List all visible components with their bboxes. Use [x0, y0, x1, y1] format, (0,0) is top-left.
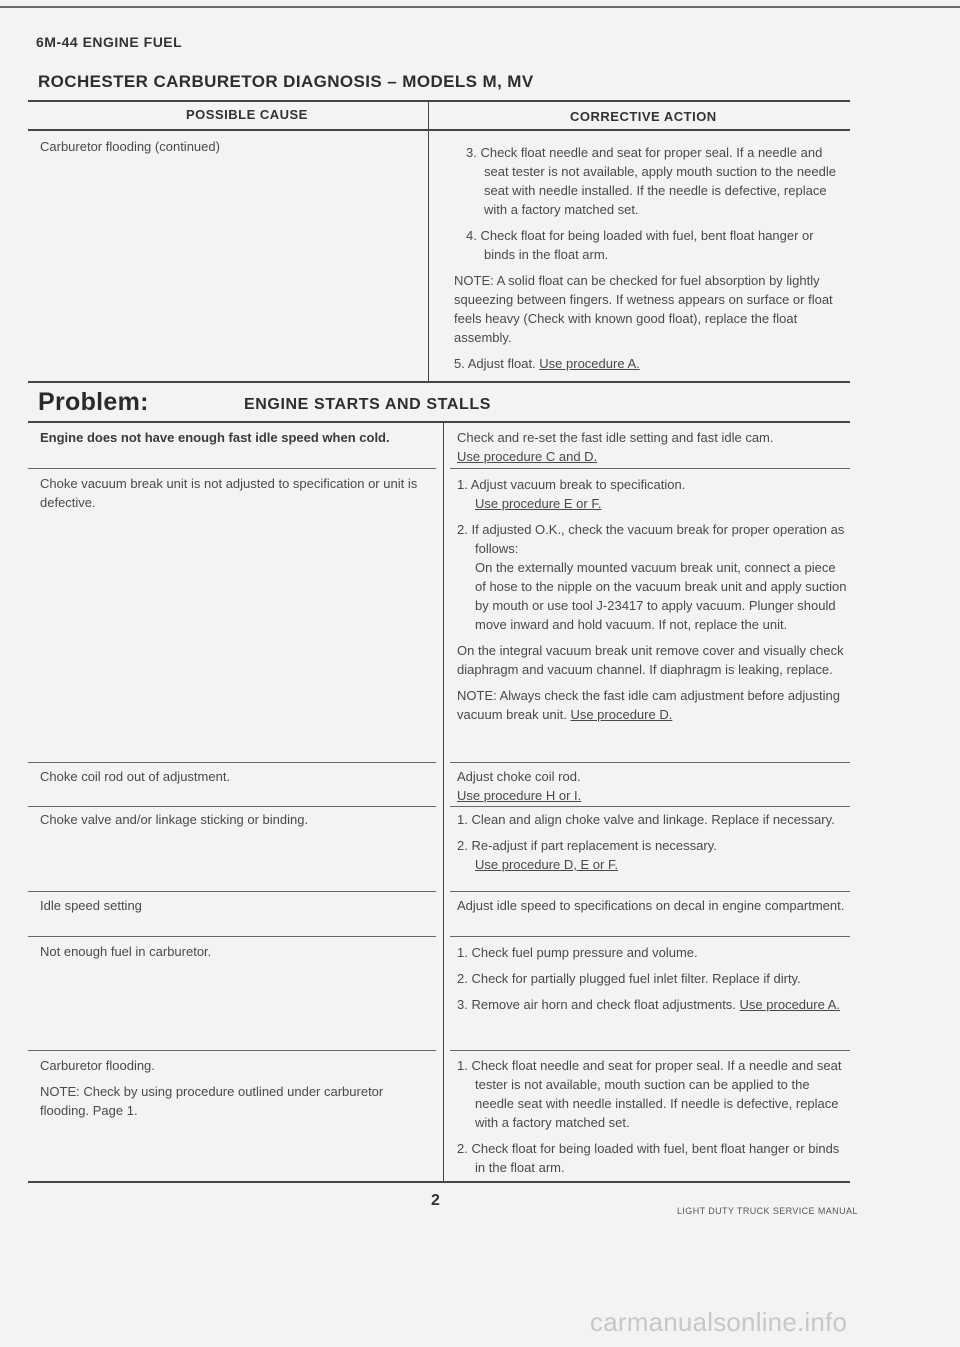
row-divider [450, 1050, 850, 1051]
action-note: NOTE: Always check the fast idle cam adjustment before adjusting vacuum break unit. Use procedure D. [457, 688, 840, 722]
cause-cell: Choke valve and/or linkage sticking or binding. [40, 812, 309, 827]
row-divider [28, 891, 436, 892]
problem-label: Problem: [38, 388, 149, 416]
action-step: 3. Remove air horn and check float adjustments. Use procedure A. [457, 997, 840, 1012]
procedure-link[interactable]: Use procedure H or I. [457, 788, 582, 803]
cause-cell: Not enough fuel in carburetor. [40, 944, 212, 959]
cause-cell: Idle speed setting [40, 898, 142, 913]
column-header-cause: POSSIBLE CAUSE [186, 107, 308, 122]
row-divider [450, 762, 850, 763]
action-note: NOTE: A solid float can be checked for fuel absorption by lightly squeezing between fingers. If wetness appears on surface or float feels heavy (Check with known good float), replace the float assembly. [454, 273, 833, 345]
procedure-link[interactable]: Use procedure C and D. [457, 449, 598, 464]
row-divider [450, 936, 850, 937]
row-divider [28, 806, 436, 807]
action-step: 1. Check float needle and seat for proper seal. If a needle and seat tester is not available, mouth suction can be applied to the needle seat with needle installed. If needle is defective, replace with a factory matched set. [457, 1058, 842, 1130]
action-step: 1. Clean and align choke valve and linkage. Replace if necessary. [457, 812, 835, 827]
row-divider [28, 468, 436, 469]
procedure-link[interactable]: Use procedure D, E or F. [475, 857, 619, 872]
action-cell: Adjust idle speed to specifications on decal in engine compartment. [457, 898, 845, 913]
action-step: 5. Adjust float. Use procedure A. [454, 356, 640, 371]
problem-title: ENGINE STARTS AND STALLS [244, 396, 491, 413]
action-step: 2. If adjusted O.K., check the vacuum break for proper operation as follows: [457, 522, 845, 556]
page-header: 6M-44 ENGINE FUEL [36, 34, 183, 50]
column-divider-top [428, 100, 429, 382]
action-step: 3. Check float needle and seat for proper seal. If a needle and seat tester is not available, apply mouth suction to the needle seat with needle installed. If the needle is defective, replace with a factory matched set. [466, 145, 836, 217]
row-divider [28, 762, 436, 763]
action-cell [457, 1056, 847, 1184]
row-divider [450, 806, 850, 807]
footer-manual-title: LIGHT DUTY TRUCK SERVICE MANUAL [677, 1206, 858, 1216]
watermark: carmanualsonline.info [590, 1307, 848, 1337]
action-cell [457, 475, 847, 731]
row-divider [28, 936, 436, 937]
action-step: 1. Adjust vacuum break to specification. Use procedure E or F. [457, 477, 686, 511]
action-cell [457, 810, 847, 881]
header-bottom-rule [28, 129, 850, 131]
row-divider [28, 1050, 436, 1051]
action-cell [457, 943, 847, 1021]
section-title: ROCHESTER CARBURETOR DIAGNOSIS – MODELS M, MV [38, 72, 534, 91]
action-step: On the integral vacuum break unit remove cover and visually check diaphragm and vacuum channel. If diaphragm is leaking, replace. [457, 643, 844, 677]
cause-cell: Choke coil rod out of adjustment. [40, 769, 231, 784]
row-divider [450, 468, 850, 469]
action-cell: Check and re-set the fast idle setting and fast idle cam. Use procedure C and D. [457, 428, 847, 466]
column-divider-main [443, 421, 444, 1181]
procedure-link[interactable]: Use procedure A. [739, 997, 840, 1012]
action-cell [454, 143, 848, 380]
action-step: 4. Check float for being loaded with fuel, bent float hanger or binds in the float arm. [466, 228, 814, 262]
row-divider [450, 891, 850, 892]
procedure-link[interactable]: Use procedure D. [570, 707, 673, 722]
action-step: 2. Check for partially plugged fuel inlet filter. Replace if dirty. [457, 971, 801, 986]
section-bottom-rule [28, 381, 850, 383]
action-cell: Adjust choke coil rod. Use procedure H or I. [457, 767, 847, 805]
cause-note: NOTE: Check by using procedure outlined under carburetor flooding. Page 1. [40, 1084, 384, 1118]
page-number: 2 [431, 1192, 440, 1209]
cause-cell: Choke vacuum break unit is not adjusted to specification or unit is defective. [40, 476, 418, 510]
action-step: 1. Check fuel pump pressure and volume. [457, 945, 698, 960]
table-bottom-rule [28, 1181, 850, 1183]
procedure-link[interactable]: Use procedure E or F. [475, 496, 602, 511]
procedure-link[interactable]: Use procedure A. [539, 356, 640, 371]
top-rule [0, 6, 960, 8]
action-step: 2. Check float for being loaded with fuel, bent float hanger or binds in the float arm. [457, 1141, 840, 1175]
problem-rule [28, 421, 850, 423]
cause-cell: Carburetor flooding. NOTE: Check by using procedure outlined under carburetor flooding. Page 1. [40, 1056, 425, 1127]
cause-cell: Engine does not have enough fast idle speed when cold. [40, 430, 390, 445]
table-top-rule [28, 100, 850, 102]
action-step: 2. Re-adjust if part replacement is necessary. Use procedure D, E or F. [457, 838, 717, 872]
column-header-action: CORRECTIVE ACTION [570, 109, 717, 124]
action-step: On the externally mounted vacuum break unit, connect a piece of hose to the nipple on the vacuum break unit and apply suction by mouth or use tool J-23417 to apply vacuum. Plunger should move inward and hold vacuum. If not, replace the unit. [475, 560, 847, 632]
cause-cell: Carburetor flooding (continued) [40, 139, 220, 154]
